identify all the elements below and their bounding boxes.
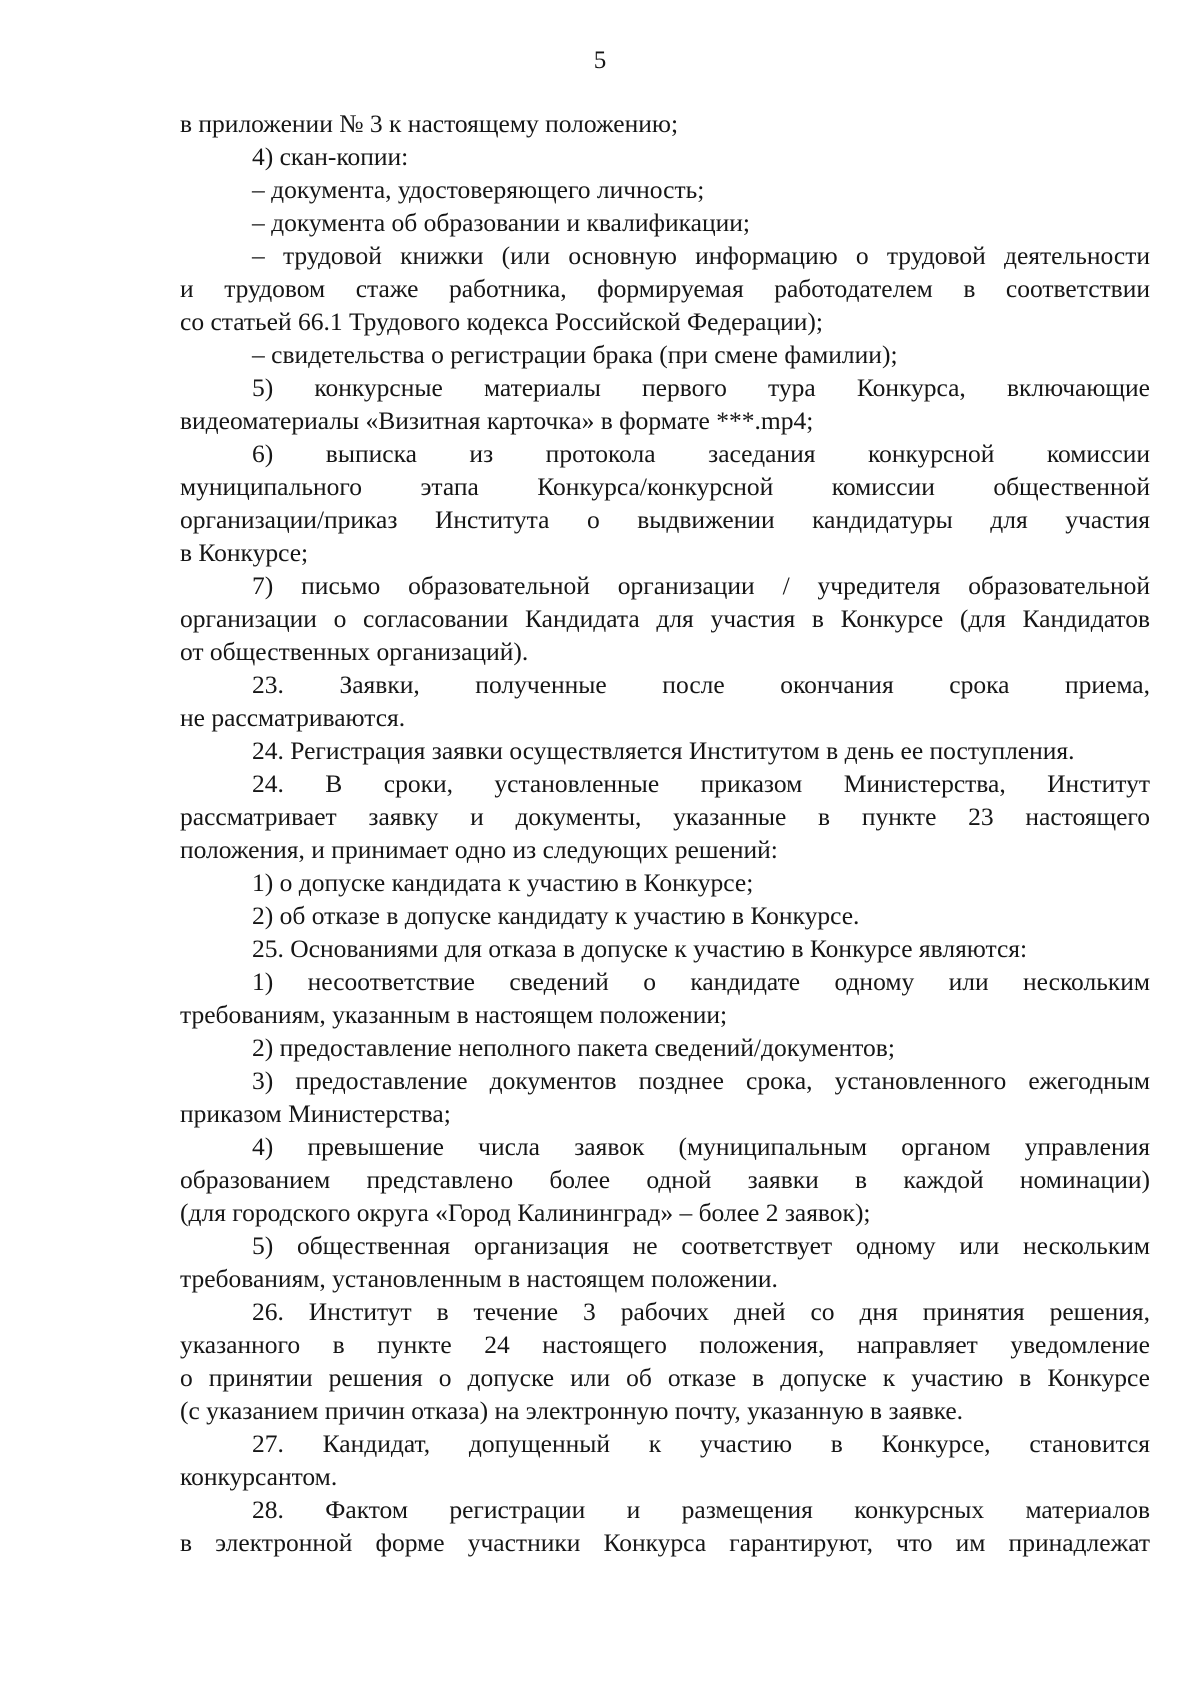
text-line: приказом Министерства; bbox=[180, 1099, 451, 1128]
text-line: от общественных организаций). bbox=[180, 637, 529, 666]
text-line: 2) об отказе в допуске кандидату к участию в Конкурсе. bbox=[252, 901, 860, 930]
text-line: 26. Институт в течение 3 рабочих дней со дня принятия решения, bbox=[252, 1297, 1150, 1326]
text-line: образованием представлено более одной заявки в каждой номинации) bbox=[180, 1165, 1150, 1194]
text-line: о принятии решения о допуске или об отказе в допуске к участию в Конкурсе bbox=[180, 1363, 1150, 1392]
text-line: 4) скан-копии: bbox=[252, 142, 409, 171]
text-line: 24. Регистрация заявки осуществляется Институтом в день ее поступления. bbox=[252, 736, 1075, 765]
text-line: 5) общественная организация не соответствует одному или нескольким bbox=[252, 1231, 1150, 1260]
text-line: не рассматриваются. bbox=[180, 703, 406, 732]
text-line: – трудовой книжки (или основную информацию о трудовой деятельности bbox=[252, 241, 1150, 270]
text-line: положения, и принимает одно из следующих решений: bbox=[180, 835, 778, 864]
text-line: 23. Заявки, полученные после окончания срока приема, bbox=[252, 670, 1150, 699]
text-line: (с указанием причин отказа) на электронную почту, указанную в заявке. bbox=[180, 1396, 964, 1425]
text-line: организации/приказ Института о выдвижении кандидатуры для участия bbox=[180, 505, 1150, 534]
text-line: – документа, удостоверяющего личность; bbox=[252, 175, 705, 204]
document-body bbox=[180, 107, 1150, 1559]
text-line: и трудовом стаже работника, формируемая работодателем в соответствии bbox=[180, 274, 1150, 303]
text-line: в приложении № 3 к настоящему положению; bbox=[180, 109, 679, 138]
text-line: в электронной форме участники Конкурса гарантируют, что им принадлежат bbox=[180, 1528, 1150, 1557]
text-line: видеоматериалы «Визитная карточка» в формате ***.mp4; bbox=[180, 406, 814, 435]
text-line: 24. В сроки, установленные приказом Министерства, Институт bbox=[252, 769, 1150, 798]
text-line: 3) предоставление документов позднее срока, установленного ежегодным bbox=[252, 1066, 1150, 1095]
text-line: в Конкурсе; bbox=[180, 538, 309, 567]
text-line: 28. Фактом регистрации и размещения конкурсных материалов bbox=[252, 1495, 1150, 1524]
text-line: организации о согласовании Кандидата для участия в Конкурсе (для Кандидатов bbox=[180, 604, 1150, 633]
text-line: со статьей 66.1 Трудового кодекса Российской Федерации); bbox=[180, 307, 823, 336]
text-line: 2) предоставление неполного пакета сведений/документов; bbox=[252, 1033, 895, 1062]
text-line: (для городского округа «Город Калининград» – более 2 заявок); bbox=[180, 1198, 871, 1227]
text-line: рассматривает заявку и документы, указанные в пункте 23 настоящего bbox=[180, 802, 1150, 831]
text-line: 1) о допуске кандидата к участию в Конкурсе; bbox=[252, 868, 754, 897]
text-line: 5) конкурсные материалы первого тура Конкурса, включающие bbox=[252, 373, 1150, 402]
text-line: 27. Кандидат, допущенный к участию в Конкурсе, становится bbox=[252, 1429, 1150, 1458]
text-line: – документа об образовании и квалификации; bbox=[252, 208, 750, 237]
text-line: муниципального этапа Конкурса/конкурсной комиссии общественной bbox=[180, 472, 1150, 501]
text-line: требованиям, указанным в настоящем положении; bbox=[180, 1000, 728, 1029]
text-line: требованиям, установленным в настоящем положении. bbox=[180, 1264, 778, 1293]
text-line: указанного в пункте 24 настоящего положения, направляет уведомление bbox=[180, 1330, 1150, 1359]
text-line: 6) выписка из протокола заседания конкурсной комиссии bbox=[252, 439, 1150, 468]
text-line: 4) превышение числа заявок (муниципальным органом управления bbox=[252, 1132, 1150, 1161]
text-line: 25. Основаниями для отказа в допуске к участию в Конкурсе являются: bbox=[252, 934, 1028, 963]
page-number: 5 bbox=[593, 47, 607, 74]
text-line: 7) письмо образовательной организации / учредителя образовательной bbox=[252, 571, 1150, 600]
text-line: конкурсантом. bbox=[180, 1462, 338, 1491]
text-line: 1) несоответствие сведений о кандидате одному или нескольким bbox=[252, 967, 1150, 996]
text-line: – свидетельства о регистрации брака (при смене фамилии); bbox=[252, 340, 898, 369]
